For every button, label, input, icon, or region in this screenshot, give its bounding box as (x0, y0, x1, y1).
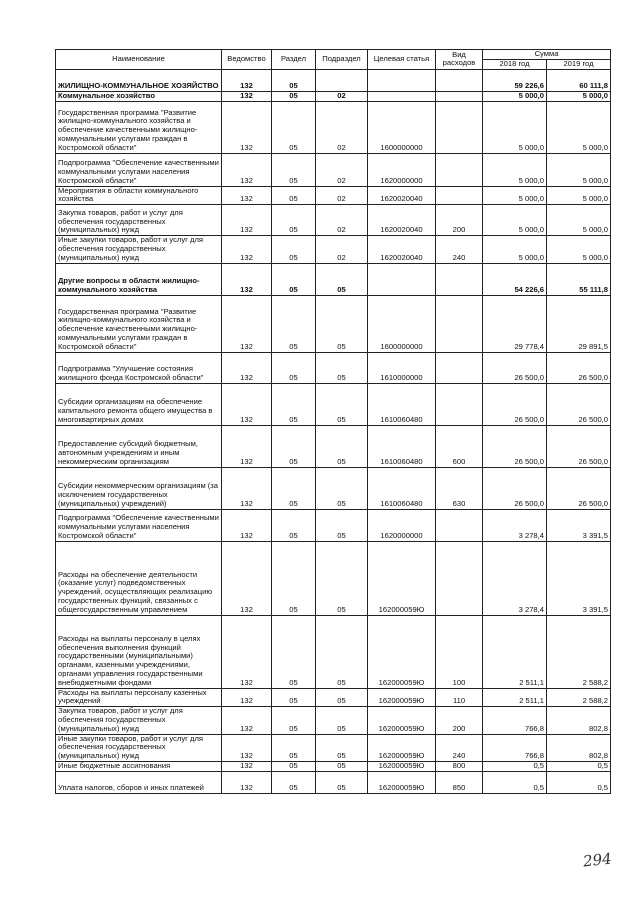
cell-podrazdel: 05 (316, 734, 368, 761)
cell-razdel: 05 (272, 101, 316, 153)
table-row (56, 263, 611, 295)
cell-name: Подпрограмма "Улучшение состояния жилищного фонда Костромской области" (56, 352, 222, 383)
cell-razdel: 05 (272, 771, 316, 793)
cell-sum-2019: 5 000,0 (547, 153, 611, 186)
cell-vid-rashodov (436, 69, 483, 91)
cell-podrazdel: 05 (316, 761, 368, 771)
cell-razdel: 05 (272, 236, 316, 263)
cell-vedomstvo: 132 (222, 771, 272, 793)
cell-celevaya-statya: 162000059Ю (368, 707, 436, 734)
cell-vedomstvo: 132 (222, 425, 272, 467)
cell-sum-2019: 5 000,0 (547, 236, 611, 263)
cell-celevaya-statya (368, 69, 436, 91)
cell-celevaya-statya: 162000059Ю (368, 688, 436, 707)
cell-celevaya-statya (368, 263, 436, 295)
cell-sum-2018: 59 226,6 (483, 69, 547, 91)
cell-sum-2018: 29 778,4 (483, 295, 547, 352)
cell-vid-rashodov: 200 (436, 707, 483, 734)
cell-sum-2019: 0,5 (547, 771, 611, 793)
cell-razdel: 05 (272, 425, 316, 467)
cell-razdel: 05 (272, 707, 316, 734)
cell-celevaya-statya: 1610000000 (368, 352, 436, 383)
cell-vid-rashodov (436, 541, 483, 615)
table-row (56, 295, 611, 352)
cell-celevaya-statya: 1600000000 (368, 101, 436, 153)
table-row (56, 153, 611, 186)
cell-vedomstvo: 132 (222, 761, 272, 771)
cell-vid-rashodov (436, 295, 483, 352)
cell-sum-2018: 5 000,0 (483, 101, 547, 153)
cell-sum-2018: 26 500,0 (483, 467, 547, 509)
cell-name: Расходы на выплаты персоналу в целях обеспечения выполнения функций государственными (муниципальными) органами, казенными учреждениями, органами управления государственными внебюджетными фондами (56, 615, 222, 688)
header-name: Наименование (56, 50, 222, 70)
cell-celevaya-statya: 162000059Ю (368, 734, 436, 761)
cell-podrazdel: 02 (316, 205, 368, 236)
table-row (56, 186, 611, 205)
cell-sum-2019: 26 500,0 (547, 425, 611, 467)
cell-razdel: 05 (272, 509, 316, 541)
table-row (56, 69, 611, 91)
table-row (56, 205, 611, 236)
cell-vid-rashodov (436, 91, 483, 101)
cell-celevaya-statya: 162000059Ю (368, 541, 436, 615)
cell-vedomstvo: 132 (222, 295, 272, 352)
cell-vedomstvo: 132 (222, 383, 272, 425)
cell-vedomstvo: 132 (222, 101, 272, 153)
table-row (56, 734, 611, 761)
cell-vedomstvo: 132 (222, 615, 272, 688)
cell-razdel: 05 (272, 263, 316, 295)
cell-celevaya-statya: 162000059Ю (368, 615, 436, 688)
cell-name: Государственная программа "Развитие жилищно-коммунального хозяйства и обеспечение качественными жилищно-коммунальными услугами граждан в Костромской области" (56, 295, 222, 352)
cell-vedomstvo: 132 (222, 236, 272, 263)
cell-sum-2018: 2 511,1 (483, 688, 547, 707)
cell-vid-rashodov: 110 (436, 688, 483, 707)
cell-vedomstvo: 132 (222, 734, 272, 761)
cell-name: Предоставление субсидий бюджетным, автономным учреждениям и иным некоммерческим организациям (56, 425, 222, 467)
cell-vid-rashodov: 630 (436, 467, 483, 509)
cell-celevaya-statya: 162000059Ю (368, 761, 436, 771)
cell-name: ЖИЛИЩНО-КОММУНАЛЬНОЕ ХОЗЯЙСТВО (56, 69, 222, 91)
cell-podrazdel: 05 (316, 541, 368, 615)
cell-podrazdel: 05 (316, 425, 368, 467)
cell-vedomstvo: 132 (222, 467, 272, 509)
cell-sum-2019: 5 000,0 (547, 186, 611, 205)
cell-sum-2018: 26 500,0 (483, 383, 547, 425)
cell-podrazdel: 05 (316, 383, 368, 425)
cell-razdel: 05 (272, 541, 316, 615)
cell-celevaya-statya: 162000059Ю (368, 771, 436, 793)
cell-razdel: 05 (272, 761, 316, 771)
table-row (56, 771, 611, 793)
cell-vid-rashodov (436, 383, 483, 425)
header-year-2018: 2018 год (483, 59, 547, 69)
cell-podrazdel: 05 (316, 615, 368, 688)
table-body (56, 69, 611, 793)
cell-vedomstvo: 132 (222, 69, 272, 91)
cell-name: Иные закупки товаров, работ и услуг для обеспечения государственных (муниципальных) нужд (56, 236, 222, 263)
table-header (56, 50, 611, 70)
cell-name: Мероприятия в области коммунального хозяйства (56, 186, 222, 205)
cell-sum-2018: 766,8 (483, 734, 547, 761)
cell-podrazdel: 02 (316, 236, 368, 263)
cell-vedomstvo: 132 (222, 352, 272, 383)
cell-celevaya-statya: 1620020040 (368, 205, 436, 236)
table-row (56, 707, 611, 734)
cell-celevaya-statya: 1610060480 (368, 425, 436, 467)
cell-razdel: 05 (272, 186, 316, 205)
cell-vedomstvo: 132 (222, 91, 272, 101)
cell-vedomstvo: 132 (222, 263, 272, 295)
cell-podrazdel: 05 (316, 295, 368, 352)
table-row (56, 761, 611, 771)
cell-podrazdel: 05 (316, 707, 368, 734)
cell-vid-rashodov (436, 101, 483, 153)
cell-vid-rashodov (436, 186, 483, 205)
cell-vid-rashodov (436, 153, 483, 186)
cell-sum-2019: 26 500,0 (547, 352, 611, 383)
cell-celevaya-statya: 1620020040 (368, 236, 436, 263)
table-row (56, 467, 611, 509)
page-number: 294 (582, 849, 613, 871)
cell-sum-2018: 5 000,0 (483, 91, 547, 101)
table-row (56, 383, 611, 425)
cell-podrazdel: 05 (316, 263, 368, 295)
cell-razdel: 05 (272, 91, 316, 101)
cell-name: Расходы на выплаты персоналу казенных учреждений (56, 688, 222, 707)
table-row (56, 688, 611, 707)
cell-name: Субсидии организациям на обеспечение капитального ремонта общего имущества в многоквартирных домах (56, 383, 222, 425)
cell-sum-2018: 5 000,0 (483, 186, 547, 205)
cell-sum-2019: 60 111,8 (547, 69, 611, 91)
cell-vid-rashodov: 850 (436, 771, 483, 793)
cell-name: Коммунальное хозяйство (56, 91, 222, 101)
cell-sum-2018: 5 000,0 (483, 153, 547, 186)
cell-sum-2018: 54 226,6 (483, 263, 547, 295)
cell-name: Подпрограмма "Обеспечение качественными коммунальными услугами населения Костромской области" (56, 153, 222, 186)
table-row (56, 615, 611, 688)
cell-podrazdel: 05 (316, 352, 368, 383)
cell-sum-2018: 3 278,4 (483, 509, 547, 541)
cell-razdel: 05 (272, 295, 316, 352)
cell-vid-rashodov: 240 (436, 734, 483, 761)
cell-sum-2018: 766,8 (483, 707, 547, 734)
cell-vid-rashodov: 200 (436, 205, 483, 236)
header-summa: Сумма (483, 50, 611, 60)
cell-sum-2019: 26 500,0 (547, 383, 611, 425)
header-razdel: Раздел (272, 50, 316, 70)
cell-sum-2018: 5 000,0 (483, 236, 547, 263)
budget-table (55, 49, 611, 794)
cell-sum-2019: 5 000,0 (547, 91, 611, 101)
cell-celevaya-statya: 1600000000 (368, 295, 436, 352)
cell-sum-2019: 26 500,0 (547, 467, 611, 509)
cell-sum-2019: 3 391,5 (547, 541, 611, 615)
cell-razdel: 05 (272, 467, 316, 509)
table-row (56, 509, 611, 541)
cell-vedomstvo: 132 (222, 205, 272, 236)
cell-podrazdel: 02 (316, 153, 368, 186)
cell-name: Иные закупки товаров, работ и услуг для обеспечения государственных (муниципальных) нужд (56, 734, 222, 761)
cell-celevaya-statya: 1610060480 (368, 467, 436, 509)
cell-sum-2018: 3 278,4 (483, 541, 547, 615)
cell-name: Субсидии некоммерческим организациям (за исключением государственных (муниципальных) учреждений) (56, 467, 222, 509)
cell-sum-2018: 0,5 (483, 761, 547, 771)
cell-razdel: 05 (272, 352, 316, 383)
cell-vedomstvo: 132 (222, 509, 272, 541)
cell-podrazdel: 05 (316, 509, 368, 541)
cell-celevaya-statya: 1620020040 (368, 186, 436, 205)
table-row (56, 91, 611, 101)
cell-podrazdel (316, 69, 368, 91)
cell-name: Подпрограмма "Обеспечение качественными коммунальными услугами населения Костромской области" (56, 509, 222, 541)
cell-sum-2019: 2 588,2 (547, 615, 611, 688)
cell-vedomstvo: 132 (222, 186, 272, 205)
header-vedomstvo: Ведомство (222, 50, 272, 70)
cell-sum-2019: 5 000,0 (547, 101, 611, 153)
cell-vedomstvo: 132 (222, 541, 272, 615)
cell-vid-rashodov: 800 (436, 761, 483, 771)
cell-sum-2019: 2 588,2 (547, 688, 611, 707)
cell-name: Расходы на обеспечение деятельности (оказание услуг) подведомственных учреждений, осуществляющих реализацию государственных функций, связанных с общегосударственным управлением (56, 541, 222, 615)
cell-razdel: 05 (272, 615, 316, 688)
cell-celevaya-statya (368, 91, 436, 101)
cell-podrazdel: 05 (316, 467, 368, 509)
table-row (56, 236, 611, 263)
cell-name: Закупка товаров, работ и услуг для обеспечения государственных (муниципальных) нужд (56, 205, 222, 236)
table-row (56, 352, 611, 383)
cell-razdel: 05 (272, 688, 316, 707)
cell-sum-2018: 0,5 (483, 771, 547, 793)
cell-vid-rashodov (436, 263, 483, 295)
header-year-2019: 2019 год (547, 59, 611, 69)
cell-sum-2018: 26 500,0 (483, 352, 547, 383)
header-podrazdel: Подраздел (316, 50, 368, 70)
cell-sum-2019: 29 891,5 (547, 295, 611, 352)
cell-sum-2019: 0,5 (547, 761, 611, 771)
cell-sum-2018: 26 500,0 (483, 425, 547, 467)
cell-vid-rashodov (436, 509, 483, 541)
cell-sum-2018: 2 511,1 (483, 615, 547, 688)
cell-vedomstvo: 132 (222, 688, 272, 707)
cell-razdel: 05 (272, 383, 316, 425)
cell-razdel: 05 (272, 153, 316, 186)
cell-celevaya-statya: 1620000000 (368, 509, 436, 541)
cell-sum-2018: 5 000,0 (483, 205, 547, 236)
cell-vid-rashodov: 100 (436, 615, 483, 688)
cell-vedomstvo: 132 (222, 153, 272, 186)
cell-podrazdel: 02 (316, 101, 368, 153)
cell-razdel: 05 (272, 69, 316, 91)
cell-name: Уплата налогов, сборов и иных платежей (56, 771, 222, 793)
table-row (56, 101, 611, 153)
header-vid: Вид расходов (436, 50, 483, 70)
cell-vid-rashodov: 600 (436, 425, 483, 467)
cell-podrazdel: 05 (316, 771, 368, 793)
cell-sum-2019: 3 391,5 (547, 509, 611, 541)
cell-vid-rashodov: 240 (436, 236, 483, 263)
cell-sum-2019: 5 000,0 (547, 205, 611, 236)
cell-podrazdel: 05 (316, 688, 368, 707)
cell-name: Государственная программа "Развитие жилищно-коммунального хозяйства и обеспечение качественными жилищно-коммунальными услугами граждан в Костромской области" (56, 101, 222, 153)
cell-name: Закупка товаров, работ и услуг для обеспечения государственных (муниципальных) нужд (56, 707, 222, 734)
cell-podrazdel: 02 (316, 91, 368, 101)
cell-name: Иные бюджетные ассигнования (56, 761, 222, 771)
header-celevaya: Целевая статья (368, 50, 436, 70)
table-row (56, 541, 611, 615)
cell-sum-2019: 802,8 (547, 707, 611, 734)
cell-razdel: 05 (272, 205, 316, 236)
cell-sum-2019: 55 111,8 (547, 263, 611, 295)
cell-vid-rashodov (436, 352, 483, 383)
cell-name: Другие вопросы в области жилищно-коммунального хозяйства (56, 263, 222, 295)
cell-podrazdel: 02 (316, 186, 368, 205)
cell-sum-2019: 802,8 (547, 734, 611, 761)
cell-razdel: 05 (272, 734, 316, 761)
cell-celevaya-statya: 1620000000 (368, 153, 436, 186)
cell-celevaya-statya: 1610060480 (368, 383, 436, 425)
cell-vedomstvo: 132 (222, 707, 272, 734)
table-row (56, 425, 611, 467)
